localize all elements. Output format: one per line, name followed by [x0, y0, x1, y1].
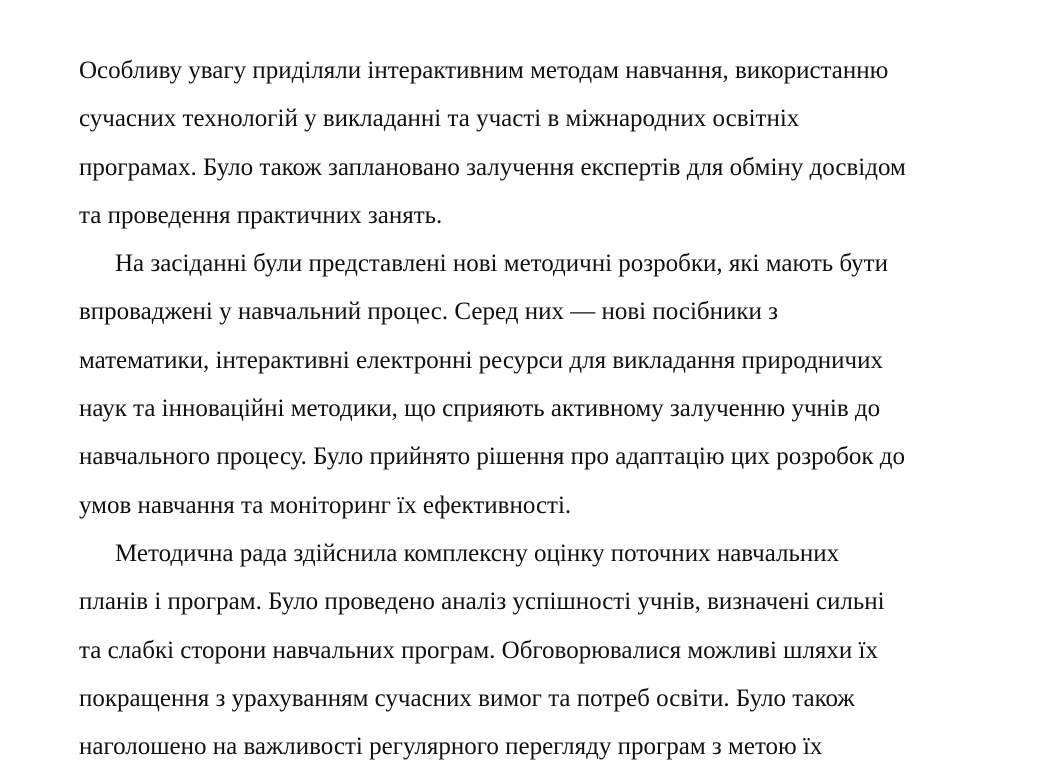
text-line: умов навчання та моніторинг їх ефективності. — [79, 491, 572, 519]
text-line: покращення з урахуванням сучасних вимог та потреб освіти. Було також — [79, 684, 855, 712]
paragraph — [79, 240, 1029, 530]
text-line: планів і програм. Було проведено аналіз успішності учнів, визначені сильні — [79, 588, 885, 616]
text-line: сучасних технологій у викладанні та участі в міжнародних освітніх — [79, 105, 800, 133]
text-line: Особливу увагу приділяли інтерактивним методам навчання, використанню — [79, 57, 889, 84]
paragraph — [79, 47, 1029, 240]
document-body — [79, 47, 1029, 771]
paragraph — [79, 530, 1029, 771]
text-line: впроваджені у навчальний процес. Серед них — нові посібники з — [79, 298, 779, 326]
text-line: наук та інноваційні методики, що сприяють активному залученню учнів до — [79, 395, 881, 423]
text-line: програмах. Було також заплановано залучення експертів для обміну досвідом — [79, 153, 906, 181]
text-line: навчального процесу. Було прийнято рішення про адаптацію цих розробок до — [79, 443, 906, 471]
text-line: та проведення практичних занять. — [79, 201, 443, 229]
text-line: та слабкі сторони навчальних програм. Обговорювалися можливі шляхи їх — [79, 636, 878, 664]
text-line: наголошено на важливості регулярного перегляду програм з метою їх — [79, 733, 823, 761]
text-line: Методична рада здійснила комплексну оцінку поточних навчальних — [115, 539, 840, 567]
text-line: На засіданні були представлені нові методичні розробки, які мають бути — [115, 250, 888, 278]
text-line: математики, інтерактивні електронні ресурси для викладання природничих — [79, 346, 884, 374]
